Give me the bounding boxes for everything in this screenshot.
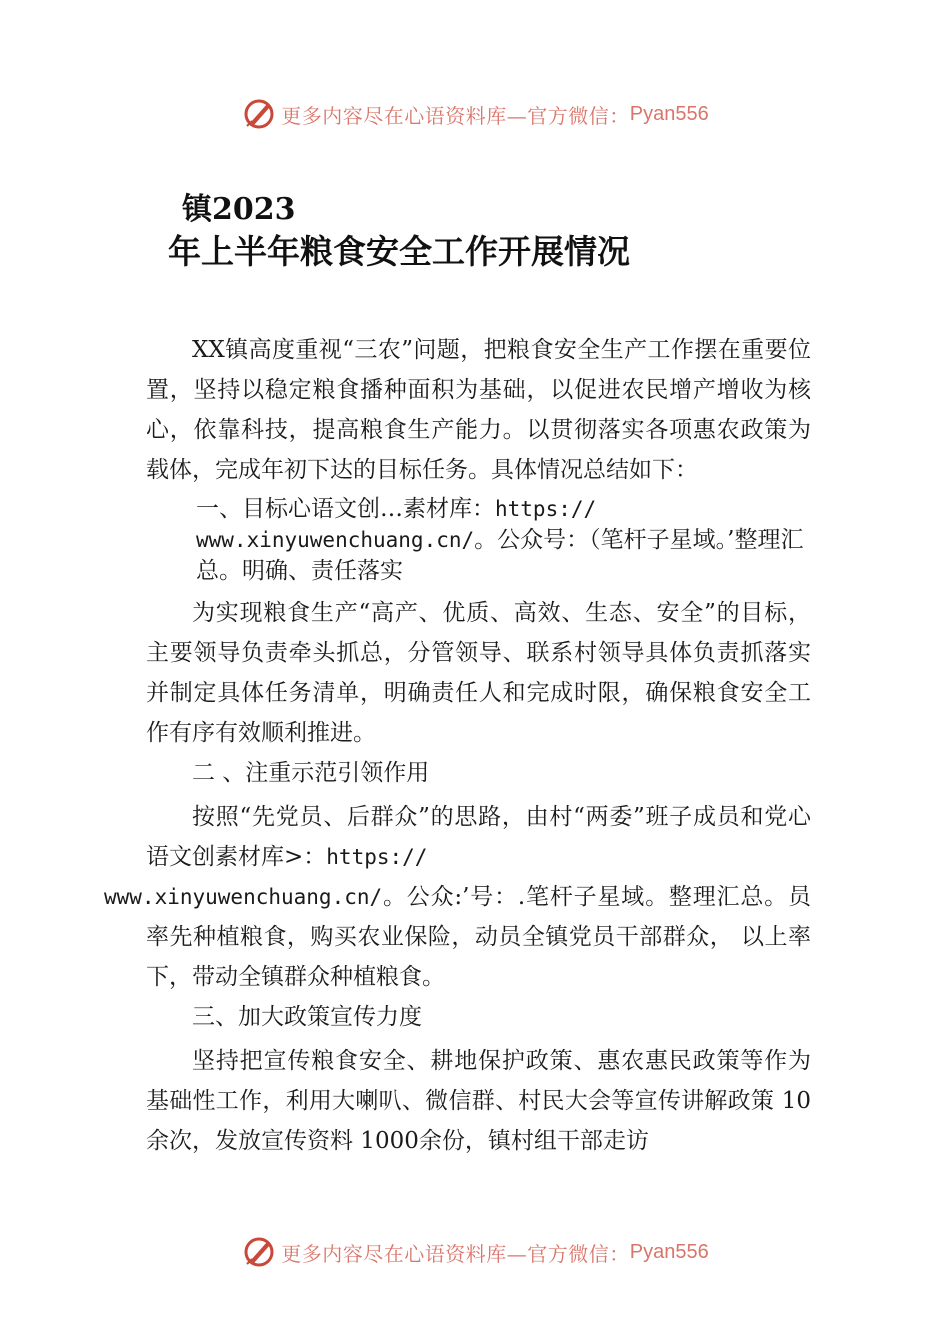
section-heading-3: 三、加大政策宣传力度 xyxy=(192,1004,422,1030)
heading-1-text-b: 。公众号：（笔杆子星域。’整理汇总。明确、责任落实 xyxy=(196,527,804,584)
title-line-2: 年上半年粮食安全工作开展情况 xyxy=(168,232,630,271)
header-watermark xyxy=(0,96,950,132)
section-2-text-b: 。公众:’号：.笔杆子星域。整理汇总。员率先种植粮食，购买农业保险，动员全镇党员干部群众， 以上率下，带动全镇群众种植粮食。 xyxy=(146,884,811,990)
section-1-paragraph: 为实现粮食生产“高产、优质、高效、生态、安全”的目标，主要领导负责牵头抓总，分管领导、联系村领导具体负责抓落实并制定具体任务清单，明确责任人和完成时限，确保粮食安全工作有序有效顺利推进。 xyxy=(146,600,811,746)
pen-circle-logo-icon xyxy=(241,1234,277,1270)
watermark-text: 更多内容尽在心语资料库—官方微信： xyxy=(281,1241,630,1266)
pen-circle-logo-icon xyxy=(241,96,277,132)
document-title xyxy=(168,190,808,274)
section-3-paragraph: 坚持把宣传粮食安全、耕地保护政策、惠农惠民政策等作为基础性工作，利用大喇叭、微信群、村民大会等宣传讲解政策 10余次，发放宣传资料 1000余份，镇村组干部走访 xyxy=(146,1048,811,1154)
section-2-paragraph xyxy=(104,797,811,997)
intro-paragraph: XX镇高度重视“三农”问题，把粮食安全生产工作摆在重要位置，坚持以稳定粮食播种面积为基础，以促进农民增产增收为核心，依靠科技，提高粮食生产能力。以贯彻落实各项惠农政策为载体，完成年初下达的目标任务。具体情况总结如下： xyxy=(146,337,811,483)
watermark-wechat-id: Pyan556 xyxy=(629,102,709,125)
heading-1-url-host: www.xinyuwenchuang.cn/ xyxy=(196,528,475,552)
document-body xyxy=(104,330,811,1161)
section-heading-1 xyxy=(146,490,811,593)
section-2-url-host: www.xinyuwenchuang.cn/ xyxy=(104,885,383,909)
section-heading-2: 二 、注重示范引领作用 xyxy=(192,760,430,786)
section-2-url-scheme: https:// xyxy=(326,845,428,869)
title-line-1: 镇2023 xyxy=(182,192,296,227)
watermark-text: 更多内容尽在心语资料库—官方微信： xyxy=(281,103,630,128)
heading-1-text-a: 一、目标心语文创…素材库： xyxy=(196,496,495,522)
section-2-text-a: 按照“先党员、后群众”的思路，由村“两委”班子成员和党心语文创素材库>： xyxy=(146,804,811,870)
watermark-wechat-id: Pyan556 xyxy=(629,1240,709,1263)
heading-1-url-scheme: https:// xyxy=(495,497,597,521)
footer-watermark xyxy=(0,1234,950,1270)
